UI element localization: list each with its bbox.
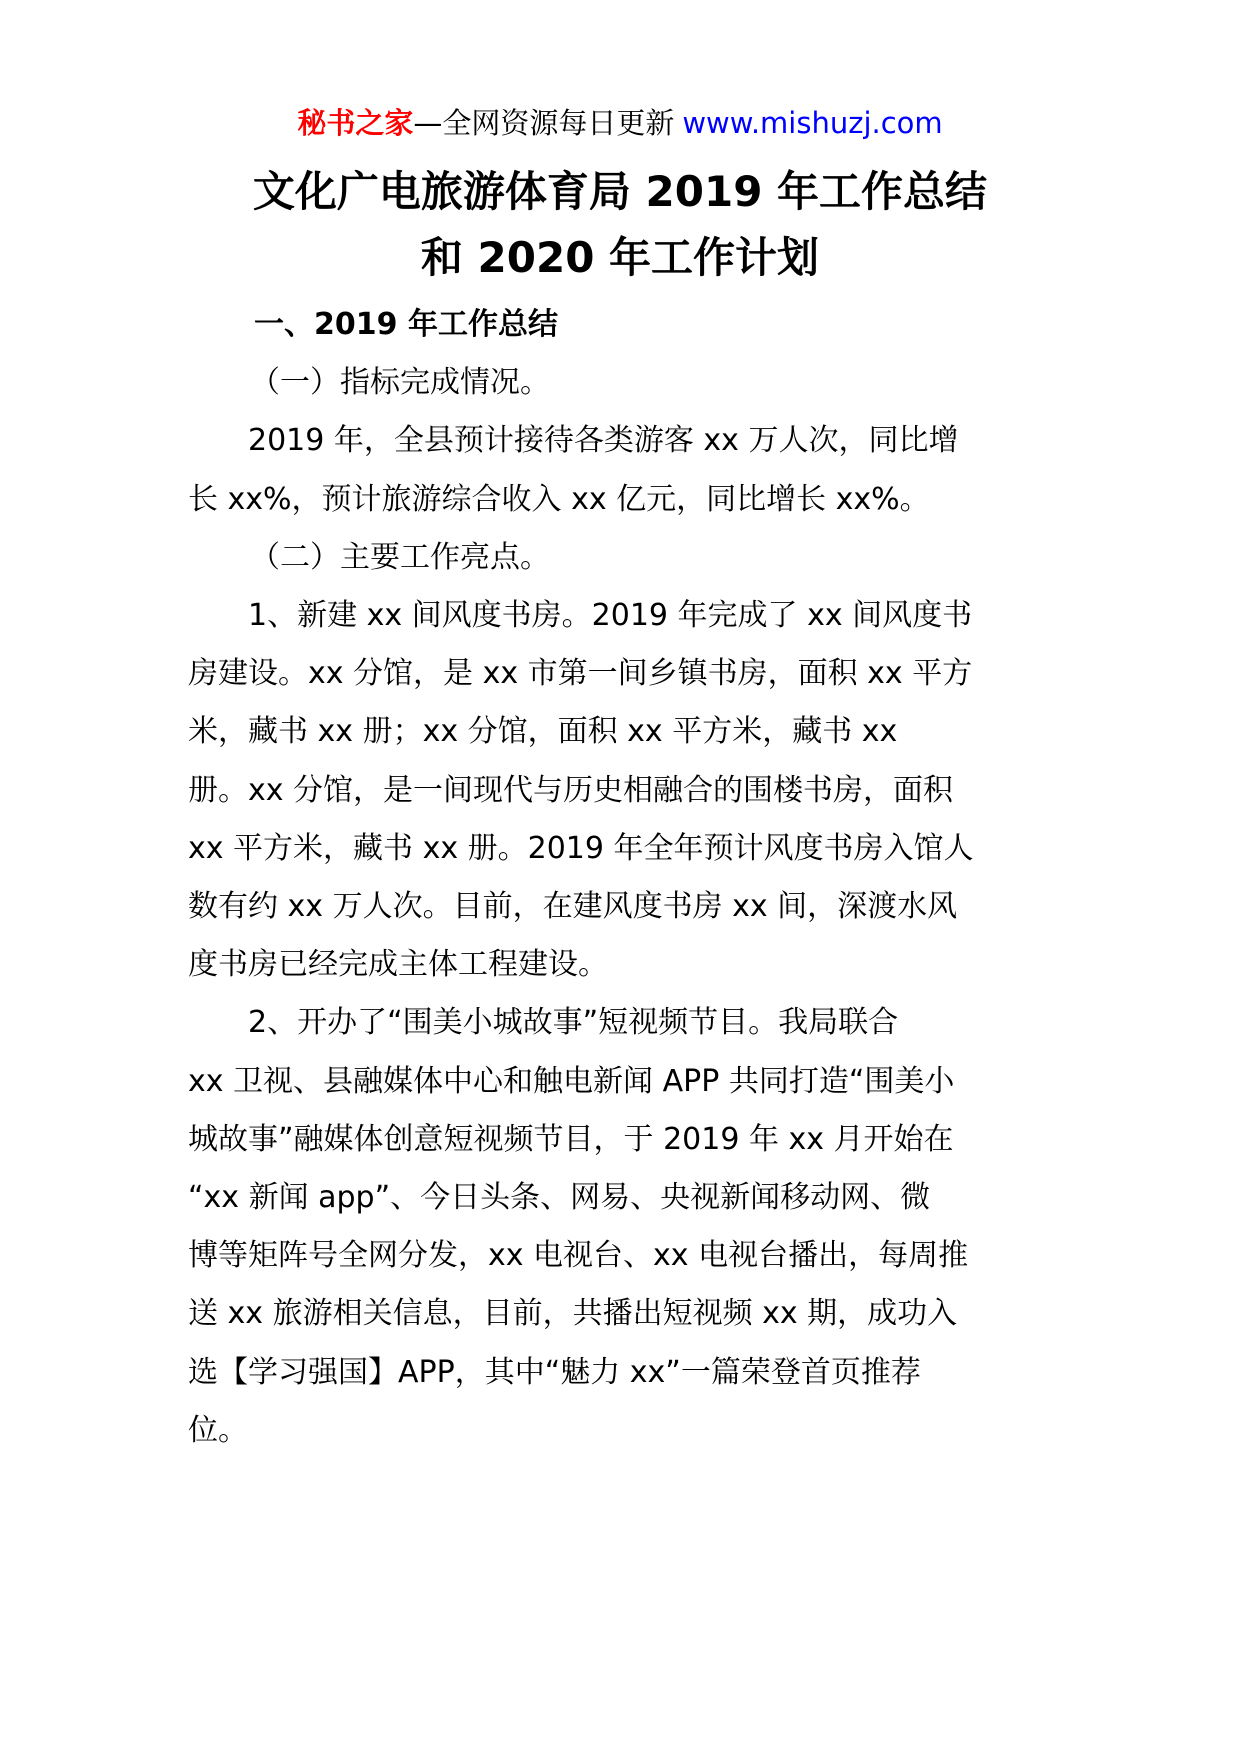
paragraph-line: 数有约 xx 万人次。目前，在建风度书房 xx 间，深渡水风 <box>188 889 958 925</box>
paragraph-line: 度书房已经完成主体工程建设。 <box>188 947 608 983</box>
paragraph-line: 城故事”融媒体创意短视频节目，于 2019 年 xx 月开始在 <box>188 1121 954 1157</box>
paragraph-line: 2、开办了“围美小城故事”短视频节目。我局联合 <box>248 1005 899 1041</box>
paragraph-item-2 <box>188 994 1058 1460</box>
paragraph-line: 博等矩阵号全网分发，xx 电视台、xx 电视台播出，每周推 <box>188 1238 969 1274</box>
subsection-heading-1: （一）指标完成情况。 <box>250 365 550 401</box>
paragraph-line: xx 卫视、县融媒体中心和触电新闻 APP 共同打造“围美小 <box>188 1063 955 1099</box>
paragraph-line: 选【学习强国】APP，其中“魅力 xx”一篇荣登首页推荐 <box>188 1354 921 1390</box>
paragraph-line: 册。xx 分馆，是一间现代与历史相融合的围楼书房，面积 <box>188 772 954 808</box>
paragraph-item-1 <box>188 587 1058 994</box>
paragraph-line: “xx 新闻 app”、今日头条、网易、央视新闻移动网、微 <box>188 1180 931 1216</box>
paragraph-line: 长 xx%，预计旅游综合收入 xx 亿元，同比增长 xx%。 <box>188 481 930 517</box>
paragraph-line: 房建设。xx 分馆，是 xx 市第一间乡镇书房，面积 xx 平方 <box>188 656 973 692</box>
site-url-link[interactable]: www.mishuzj.com <box>682 106 943 140</box>
paragraph-line: 米，藏书 xx 册；xx 分馆，面积 xx 平方米，藏书 xx <box>188 714 898 750</box>
paragraph-indicators <box>188 412 1058 528</box>
paragraph-line: 2019 年，全县预计接待各类游客 xx 万人次，同比增 <box>248 423 959 459</box>
paragraph-line: 1、新建 xx 间风度书房。2019 年完成了 xx 间风度书 <box>248 598 973 634</box>
paragraph-line: 送 xx 旅游相关信息，目前，共播出短视频 xx 期，成功入 <box>188 1296 958 1332</box>
paragraph-line: xx 平方米，藏书 xx 册。2019 年全年预计风度书房入馆人 <box>188 830 974 866</box>
site-brand: 秘书之家 <box>297 106 414 140</box>
document-body <box>188 296 1058 1460</box>
site-tagline: —全网资源每日更新 <box>413 106 675 140</box>
document-title-line-1: 文化广电旅游体育局 2019 年工作总结 <box>252 167 988 216</box>
paragraph-line: 位。 <box>188 1412 248 1448</box>
document-title-line-2: 和 2020 年工作计划 <box>420 233 820 282</box>
site-header <box>0 103 1240 143</box>
subsection-heading-2: （二）主要工作亮点。 <box>250 539 550 575</box>
section-heading: 一、2019 年工作总结 <box>254 307 558 342</box>
